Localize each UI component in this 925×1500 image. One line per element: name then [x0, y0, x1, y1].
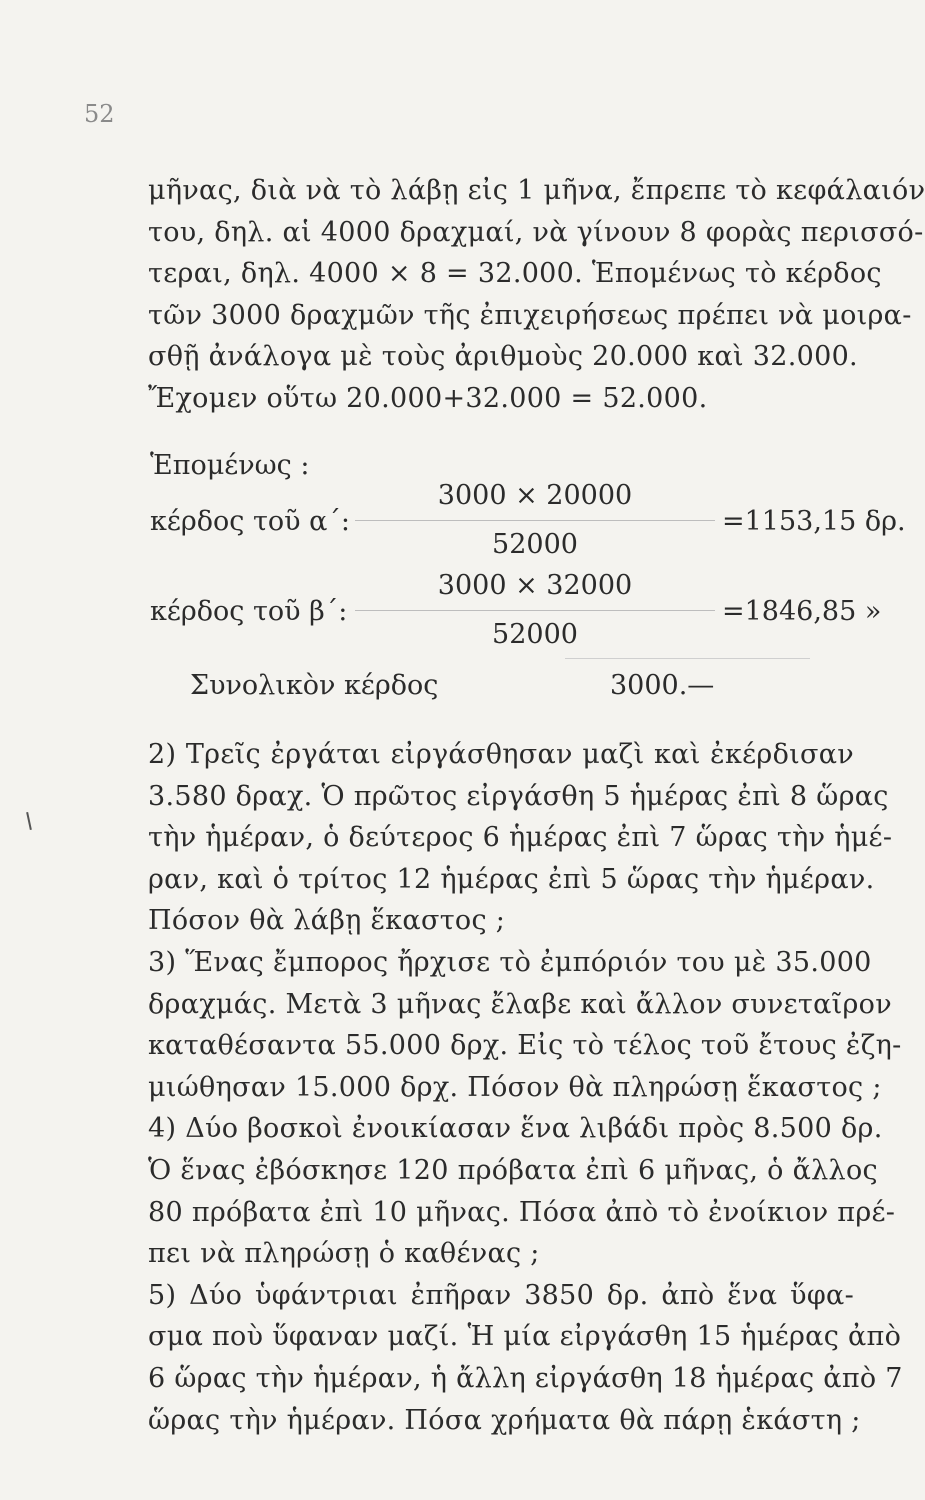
- page-number: 52: [84, 100, 115, 128]
- text-line: του, δηλ. αἱ 4000 δραχμαί, νὰ γίνουν 8 φορὰς περισσό-: [148, 216, 924, 248]
- text-line: δραχμάς. Μετὰ 3 μῆνας ἔλαβε καὶ ἄλλον συνεταῖρον: [148, 988, 892, 1020]
- text-line: Ὁ ἕνας ἐβόσκησε 120 πρόβατα ἐπὶ 6 μῆνας, ὁ ἄλλος: [148, 1154, 878, 1186]
- text-line: πει νὰ πληρώσῃ ὁ καθένας ;: [148, 1238, 540, 1270]
- margin-mark: [26, 812, 32, 830]
- intro-paragraph: [148, 170, 925, 420]
- text-line: Ἔχομεν οὕτω 20.000+32.000 = 52.000.: [148, 382, 708, 414]
- text-line: 2) Τρεῖς ἐργάται εἰργάσθησαν μαζὶ καὶ ἐκέρδισαν: [148, 739, 854, 770]
- fraction-denominator: 52000: [492, 619, 578, 650]
- problem-2: [148, 734, 893, 942]
- text-line: 4) Δύο βοσκοὶ ἐνοικίασαν ἕνα λιβάδι πρὸς 8.500 δρ.: [148, 1113, 883, 1145]
- fraction-numerator: 3000 × 20000: [437, 480, 633, 511]
- problem-5: [148, 1275, 903, 1441]
- fraction-bar: [355, 520, 715, 521]
- problem-list: [148, 734, 903, 1441]
- text-line: σμα ποὺ ὕφαναν μαζί. Ἡ μία εἰργάσθη 15 ἡμέρας ἀπὸ: [148, 1321, 902, 1353]
- calculation-label: κέρδος τοῦ β΄:: [150, 596, 348, 627]
- calculation-row: [150, 568, 882, 658]
- fraction-denominator: 52000: [492, 529, 578, 560]
- calculation-result: =1153,15 δρ.: [722, 506, 906, 537]
- fraction-numerator: 3000 × 32000: [437, 570, 633, 601]
- text-line: τῶν 3000 δραχμῶν τῆς ἐπιχειρήσεως πρέπει νὰ μοιρα-: [148, 299, 912, 331]
- text-line: καταθέσαντα 55.000 δρχ. Εἰς τὸ τέλος τοῦ ἔτους ἐζη-: [148, 1030, 902, 1062]
- text-line: ραν, καὶ ὁ τρίτος 12 ἡμέρας ἐπὶ 5 ὥρας τὴν ἡμέραν.: [148, 863, 875, 895]
- text-line: μιώθησαν 15.000 δρχ. Πόσον θὰ πληρώσῃ ἕκαστος ;: [148, 1071, 882, 1103]
- text-line: 6 ὥρας τὴν ἡμέραν, ἡ ἄλλη εἰργάσθη 18 ἡμέρας ἀπὸ 7: [148, 1362, 903, 1394]
- problem-4: [148, 1108, 896, 1274]
- fraction: [355, 478, 715, 563]
- text-line: 3) Ἕνας ἔμπορος ἤρχισε τὸ ἐμπόριόν του μὲ 35.000: [148, 946, 872, 978]
- total-value: 3000.—: [610, 670, 715, 701]
- text-line: 80 πρόβατα ἐπὶ 10 μῆνας. Πόσα ἀπὸ τὸ ἐνοίκιον πρέ-: [148, 1196, 896, 1228]
- calculation-result: =1846,85 »: [722, 596, 882, 627]
- text-line: Πόσον θὰ λάβῃ ἕκαστος ;: [148, 905, 506, 937]
- text-line: 5) Δύο ὑφάντριαι ἐπῆραν 3850 δρ. ἀπὸ ἕνα ὕφα-: [148, 1279, 854, 1311]
- text-line: τὴν ἡμέραν, ὁ δεύτερος 6 ἡμέρας ἐπὶ 7 ὥρας τὴν ἡμέ-: [148, 822, 893, 854]
- fraction-bar: [355, 610, 715, 611]
- fraction: [355, 568, 715, 653]
- text-line: 3.580 δραχ. Ὁ πρῶτος εἰργάσθη 5 ἡμέρας ἐπὶ 8 ὥρας: [148, 780, 889, 812]
- text-line: τεραι, δηλ. 4000 × 8 = 32.000. Ἑπομένως τὸ κέρδος: [148, 258, 882, 290]
- text-line: σθῇ ἀνάλογα μὲ τοὺς ἀριθμοὺς 20.000 καὶ 32.000.: [148, 341, 858, 373]
- calculation-label: κέρδος τοῦ α΄:: [150, 506, 350, 537]
- calculation-row: [150, 478, 906, 568]
- sum-rule: [565, 658, 810, 659]
- text-line: ὥρας τὴν ἡμέραν. Πόσα χρήματα θὰ πάρῃ ἑκάστη ;: [148, 1404, 861, 1436]
- text-line: μῆνας, διὰ νὰ τὸ λάβῃ εἰς 1 μῆνα, ἔπρεπε τὸ κεφάλαιόν: [148, 175, 925, 206]
- problem-3: [148, 942, 902, 1108]
- therefore-label: Ἑπομένως :: [150, 450, 310, 481]
- total-label: Συνολικὸν κέρδος: [190, 670, 439, 701]
